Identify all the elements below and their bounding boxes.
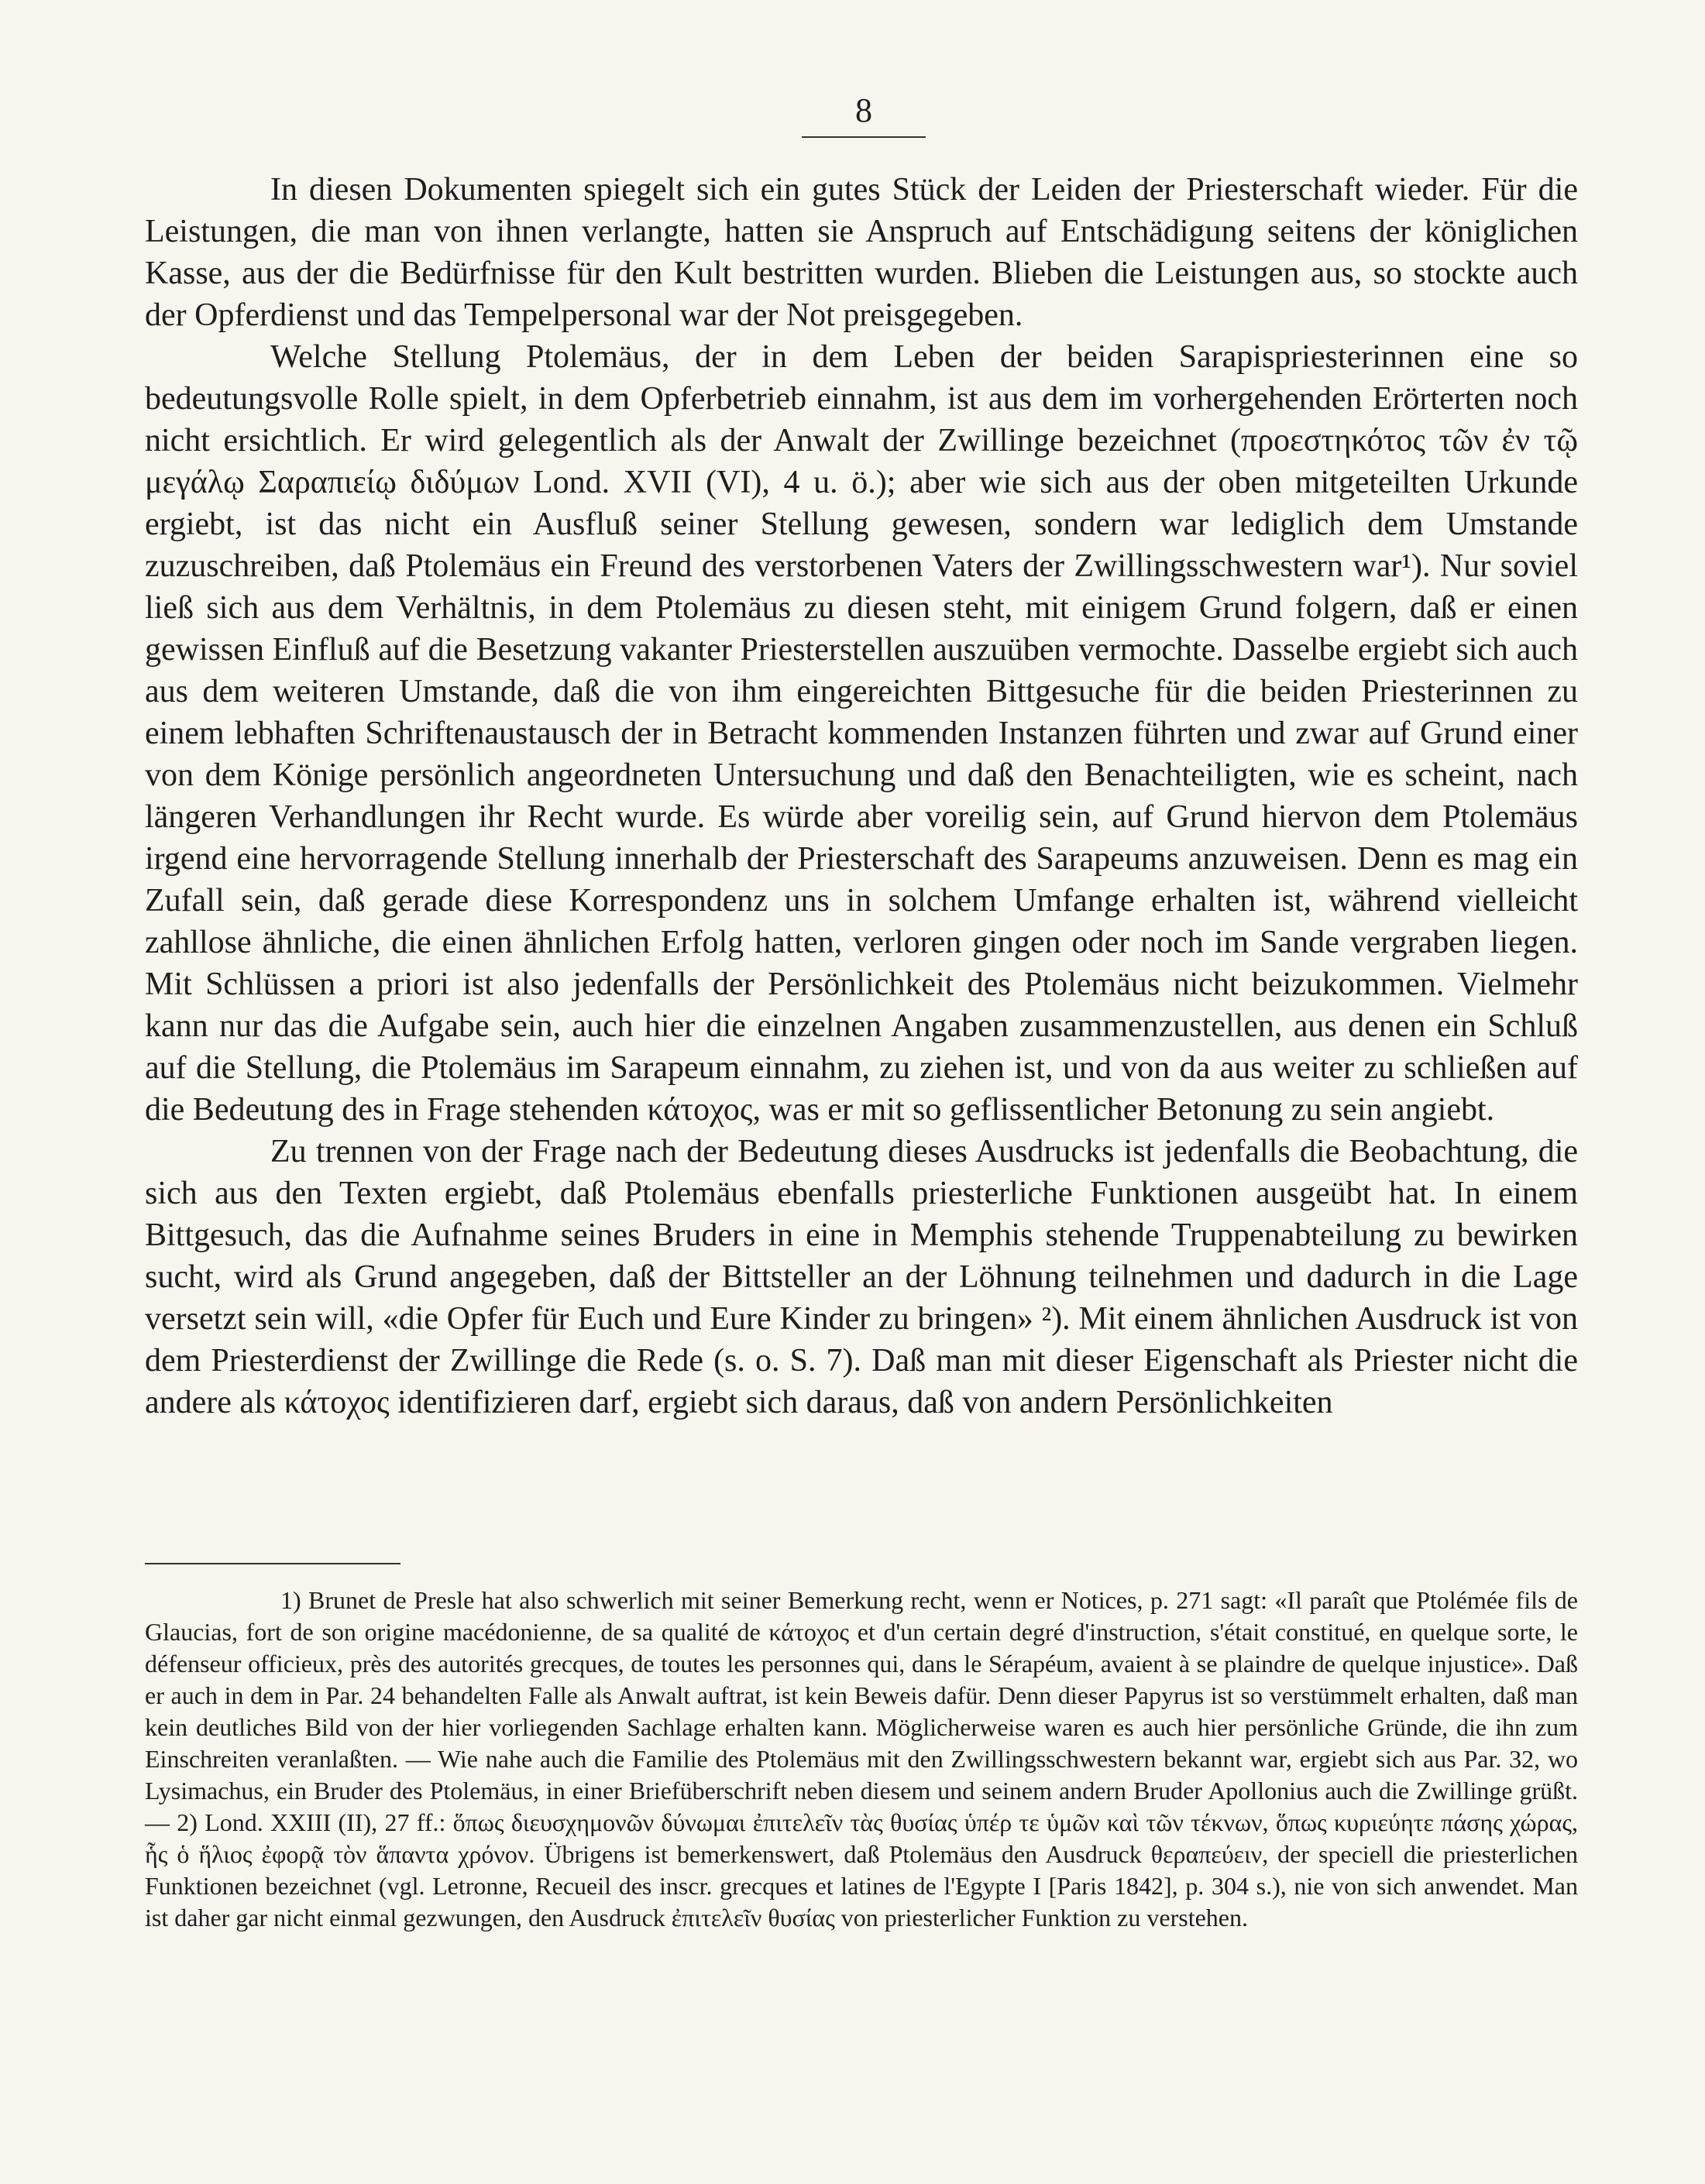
paragraph-2: Welche Stellung Ptolemäus, der in dem Leben der beiden Sarapispriesterinnen eine so bedeutungsvolle Rolle spielt, in dem Opferbetrieb einnahm, ist aus dem im vorhergehenden Erörterten noch nicht ersichtlich. Er wird gelegentlich als der Anwalt der Zwillinge bezeichnet (προεστηκότος τῶν ἐν τῷ μεγάλῳ Σαραπιείῳ διδύμων Lond. XVII (VI), 4 u. ö.); aber wie sich aus der oben mitgeteilten Urkunde ergiebt, ist das nicht ein Ausfluß seiner Stellung gewesen, sondern war lediglich dem Umstande zuzuschreiben, daß Ptolemäus ein Freund des verstorbenen Vaters der Zwillingsschwestern war¹). Nur soviel ließ sich aus dem Verhältnis, in dem Ptolemäus zu diesen steht, mit einigem Grund folgern, daß er einen gewissen Einfluß auf die Besetzung vakanter Priesterstellen auszuüben vermochte. Dasselbe ergiebt sich auch aus dem weiteren Umstande, daß die von ihm eingereichten Bittgesuche für die beiden Priesterinnen zu einem lebhaften Schriftenaustausch der in Betracht kommenden Instanzen führten und zwar auf Grund einer von dem Könige persönlich angeordneten Untersuchung und daß den Benachteiligten, wie es scheint, nach längeren Verhandlungen ihr Recht wurde. Es würde aber voreilig sein, auf Grund hiervon dem Ptolemäus irgend eine hervorragende Stellung innerhalb der Priesterschaft des Sarapeums anzuweisen. Denn es mag ein Zufall sein, daß gerade diese Korrespondenz uns in solchem Umfange erhalten ist, während vielleicht zahllose ähnliche, die einen ähnlichen Erfolg hatten, verloren gingen oder noch im Sande vergraben liegen. Mit Schlüssen a priori ist also jedenfalls der Persönlichkeit des Ptolemäus nicht beizukommen. Vielmehr kann nur das die Aufgabe sein, auch hier die einzelnen Angaben zusammenzustellen, aus denen ein Schluß auf die Stellung, die Ptolemäus im Sarapeum einnahm, zu ziehen ist, und von da aus weiter zu schließen auf die Bedeutung des in Frage stehenden κάτοχος, was er mit so geflissentlicher Betonung zu sein angiebt.: [145, 339, 1578, 1128]
page-number-rule: [802, 136, 926, 138]
main-body: [145, 169, 1578, 1423]
footnote-text: 1) Brunet de Presle hat also schwerlich mit seiner Bemerkung recht, wenn er Notices, p. 271 sagt: «Il paraît que Ptolémée fils de Glaucias, fort de son origine macédonienne, de sa qualité de κάτοχος et d'un certain degré d'instruction, s'était constitué, en quelque sorte, le défenseur officieux, près des autorités grecques, de toutes les personnes qui, dans le Sérapéum, avaient à se plaindre de quelque injustice». Daß er auch in dem in Par. 24 behandelten Falle als Anwalt auftrat, ist kein Beweis dafür. Denn dieser Papyrus ist so verstümmelt erhalten, daß man kein deutliches Bild von der hier vorliegenden Sachlage erhalten kann. Möglicherweise waren es auch hier persönliche Gründe, die ihn zum Einschreiten veranlaßten. — Wie nahe auch die Familie des Ptolemäus mit den Zwillingsschwestern bekannt war, ergiebt sich aus Par. 32, wo Lysimachus, ein Bruder des Ptolemäus, in einer Briefüberschrift neben diesem und seinem andern Bruder Apollonius auch die Zwillinge grüßt. — 2) Lond. XXIII (II), 27 ff.: ὅπως διευσχημονῶν δύνωμαι ἐπιτελεῖν τὰς θυσίας ὑπέρ τε ὑμῶν καὶ τῶν τέκνων, ὅπως κυριεύητε πάσης χώρας, ἧς ὁ ἥλιος ἐφορᾷ τὸν ἅπαντα χρόνον. Übrigens ist bemerkenswert, daß Ptolemäus den Ausdruck θεραπεύειν, der speciell die priesterlichen Funktionen bezeichnet (vgl. Letronne, Recueil des inscr. grecques et latines de l'Egypte I [Paris 1842], p. 304 s.), nie von sich anwendet. Man ist daher gar nicht einmal gezwungen, den Ausdruck ἐπιτελεῖν θυσίας von priesterlicher Funktion zu verstehen.: [145, 1586, 1578, 1932]
paragraph-1: In diesen Dokumenten spiegelt sich ein gutes Stück der Leiden der Priesterschaft wieder. Für die Leistungen, die man von ihnen verlangte, hatten sie Anspruch auf Entschädigung seitens der königlichen Kasse, aus der die Bedürfnisse für den Kult bestritten wurden. Blieben die Leistungen aus, so stockte auch der Opferdienst und das Tempelpersonal war der Not preisgegeben.: [145, 172, 1578, 333]
footnote-separator: [145, 1563, 400, 1564]
page-number: 8: [855, 91, 872, 129]
paragraph-3: Zu trennen von der Frage nach der Bedeutung dieses Ausdrucks ist jedenfalls die Beobachtung, die sich aus den Texten ergiebt, daß Ptolemäus ebenfalls priesterliche Funktionen ausgeübt hat. In einem Bittgesuch, das die Aufnahme seines Bruders in eine in Memphis stehende Truppenabteilung zu bewirken sucht, wird als Grund angegeben, daß der Bittsteller an der Löhnung teilnehmen und dadurch in die Lage versetzt sein will, «die Opfer für Euch und Eure Kinder zu bringen» ²). Mit einem ähnlichen Ausdruck ist von dem Priesterdienst der Zwillinge die Rede (s. o. S. 7). Daß man mit dieser Eigenschaft als Priester nicht die andere als κάτοχος identifizieren darf, ergiebt sich daraus, daß von andern Persönlichkeiten: [145, 1134, 1578, 1420]
footnotes: [145, 1585, 1578, 1934]
